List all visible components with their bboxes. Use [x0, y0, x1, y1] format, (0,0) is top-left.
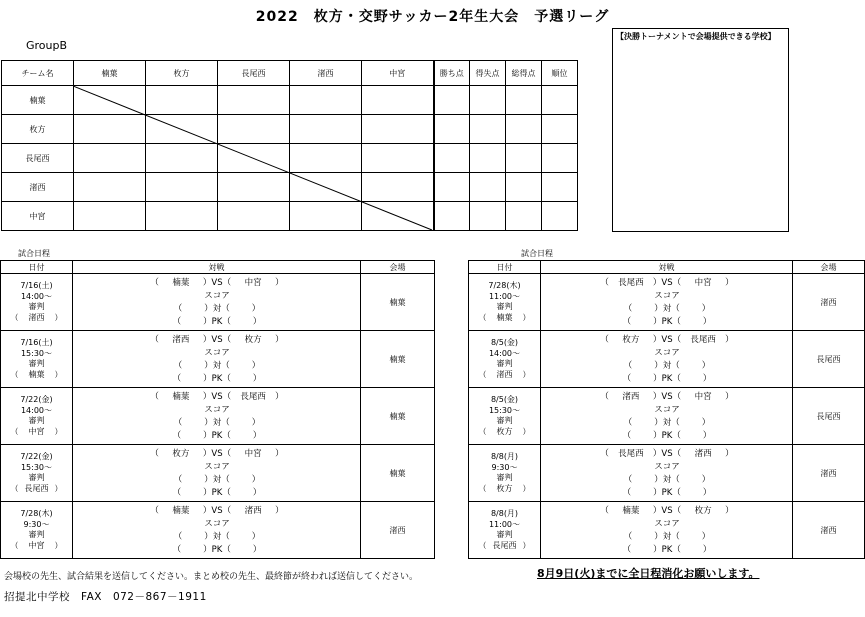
match-time: 15:30～ [488, 405, 521, 415]
league-stat-cell[interactable] [542, 115, 578, 144]
schedule-row [469, 388, 865, 445]
schedule-table-right [468, 260, 865, 559]
league-col-stat: 順位 [542, 61, 578, 86]
match-cell [73, 331, 361, 388]
match-info [469, 274, 541, 331]
referee-team: 渚西 [496, 369, 513, 379]
score-sep: 対 [662, 304, 672, 314]
league-col-stat: 勝ち点 [434, 61, 470, 86]
referee-label: 審判 [28, 359, 45, 368]
pk-sep: PK [661, 317, 673, 327]
match-info [1, 502, 73, 559]
home-team: 渚西 [622, 392, 640, 402]
schedule-row [469, 331, 865, 388]
match-teams: （ 渚西 ）VS（ 中宮 ） [600, 392, 734, 402]
match-cell [541, 502, 793, 559]
match-cell [73, 445, 361, 502]
league-stat-cell[interactable] [434, 115, 470, 144]
pk-line[interactable]: （ ）PK（ ） [622, 545, 712, 555]
referee-team: 枚方 [496, 426, 513, 436]
home-team: 渚西 [172, 335, 190, 345]
home-team: 楠葉 [622, 506, 640, 516]
away-team: 中宮 [244, 278, 262, 288]
schedule-row [469, 502, 865, 559]
match-date: 8/5(金) [490, 338, 519, 347]
referee-team: 枚方 [496, 483, 513, 493]
away-team: 枚方 [694, 506, 712, 516]
home-team: 枚方 [622, 335, 640, 345]
diagonal-line [73, 86, 432, 230]
vs-label: VS [661, 449, 673, 459]
league-stat-cell[interactable] [506, 115, 542, 144]
referee-label: 審判 [496, 359, 513, 368]
match-date: 7/16(土) [20, 281, 53, 290]
score-sep: 対 [212, 361, 222, 371]
vs-label: VS [211, 278, 223, 288]
league-row-team: 中宮 [2, 202, 74, 231]
away-team: 中宮 [694, 278, 712, 288]
score-label: スコア [654, 291, 680, 301]
league-stat-cell[interactable] [470, 115, 506, 144]
score-label: スコア [654, 462, 680, 472]
score-label: スコア [204, 348, 230, 358]
pk-line[interactable]: （ ）PK（ ） [172, 545, 262, 555]
pk-sep: PK [211, 545, 223, 555]
home-team: 楠葉 [172, 278, 190, 288]
pk-sep: PK [661, 431, 673, 441]
home-team: 楠葉 [172, 506, 190, 516]
footer-deadline: 8月9日(火)までに全日程消化お願いします。 [537, 567, 760, 580]
pk-sep: PK [661, 545, 673, 555]
schedule-label-left: 試合日程 [18, 249, 50, 258]
pk-line[interactable]: （ ）PK（ ） [622, 488, 712, 498]
schedule-row [1, 502, 435, 559]
schedule-header-row [469, 261, 865, 274]
league-stat-cell[interactable] [434, 86, 470, 115]
pk-line[interactable]: （ ）PK（ ） [622, 431, 712, 441]
pk-sep: PK [661, 488, 673, 498]
referee-label: 審判 [28, 416, 45, 425]
vs-label: VS [661, 392, 673, 402]
referee-team: 長尾西 [24, 483, 49, 493]
match-venue: 楠葉 [361, 331, 435, 388]
match-date: 7/28(木) [20, 509, 53, 518]
final-tournament-venue-box [612, 28, 789, 232]
score-label: スコア [204, 462, 230, 472]
league-stat-cell[interactable] [506, 144, 542, 173]
match-teams: （ 楠葉 ）VS（ 中宮 ） [150, 278, 284, 288]
match-info [1, 445, 73, 502]
match-teams: （ 枚方 ）VS（ 長尾西 ） [600, 335, 734, 345]
match-date: 7/22(金) [20, 395, 53, 404]
referee: （ 渚西 ） [10, 312, 63, 322]
vs-label: VS [661, 506, 673, 516]
pk-line[interactable]: （ ）PK（ ） [172, 374, 262, 384]
referee: （ 中宮 ） [10, 540, 63, 550]
match-cell [541, 445, 793, 502]
schedule-header-match: 対戦 [73, 261, 361, 274]
vs-label: VS [661, 335, 673, 345]
score-line[interactable]: （ ）対（ ） [623, 361, 711, 371]
vs-label: VS [211, 335, 223, 345]
score-line[interactable]: （ ）対（ ） [173, 475, 261, 485]
pk-sep: PK [211, 317, 223, 327]
match-time: 11:00～ [488, 519, 521, 529]
referee-team: 中宮 [28, 426, 45, 436]
schedule-header-venue: 会場 [793, 261, 865, 274]
league-stat-cell[interactable] [542, 144, 578, 173]
match-date: 8/5(金) [490, 395, 519, 404]
referee: （ 渚西 ） [478, 369, 531, 379]
vs-label: VS [661, 278, 673, 288]
schedule-row [1, 331, 435, 388]
match-cell [73, 274, 361, 331]
referee-label: 審判 [28, 302, 45, 311]
pk-sep: PK [211, 431, 223, 441]
score-label: スコア [204, 291, 230, 301]
vs-label: VS [211, 449, 223, 459]
match-venue: 楠葉 [361, 388, 435, 445]
score-sep: 対 [212, 418, 222, 428]
schedule-header-row [1, 261, 435, 274]
referee-label: 審判 [28, 473, 45, 482]
match-time: 9:30～ [491, 462, 518, 472]
match-teams: （ 枚方 ）VS（ 中宮 ） [150, 449, 284, 459]
pk-sep: PK [661, 374, 673, 384]
away-team: 渚西 [694, 449, 712, 459]
schedule-row [469, 274, 865, 331]
score-line[interactable]: （ ）対（ ） [623, 532, 711, 542]
score-label: スコア [654, 519, 680, 529]
referee: （ 長尾西 ） [10, 483, 63, 493]
match-info [469, 388, 541, 445]
league-stat-cell[interactable] [506, 173, 542, 202]
match-venue: 楠葉 [361, 274, 435, 331]
vs-label: VS [211, 506, 223, 516]
group-label: GroupB [26, 39, 68, 52]
footer-contact: 招提北中学校 FAX 072－867－1911 [4, 591, 207, 603]
schedule-header-venue: 会場 [361, 261, 435, 274]
match-venue: 長尾西 [793, 331, 865, 388]
match-teams: （ 渚西 ）VS（ 枚方 ） [150, 335, 284, 345]
league-row-team: 渚西 [2, 173, 74, 202]
league-stat-cell[interactable] [470, 173, 506, 202]
referee-label: 審判 [496, 530, 513, 539]
league-stat-cell[interactable] [506, 202, 542, 231]
league-stat-cell[interactable] [542, 173, 578, 202]
score-label: スコア [204, 519, 230, 529]
match-teams: （ 長尾西 ）VS（ 中宮 ） [600, 278, 734, 288]
match-teams: （ 楠葉 ）VS（ 長尾西 ） [150, 392, 284, 402]
away-team: 中宮 [244, 449, 262, 459]
match-time: 14:00～ [488, 348, 521, 358]
score-sep: 対 [662, 418, 672, 428]
footer-note: 会場校の先生、試合結果を送信してください。まとめ校の先生、最終節が終われば送信してください。 [4, 572, 419, 582]
league-stat-cell[interactable] [434, 202, 470, 231]
referee-label: 審判 [496, 302, 513, 311]
away-team: 渚西 [244, 506, 262, 516]
home-team: 長尾西 [618, 449, 644, 459]
match-cell [541, 388, 793, 445]
final-box-label: 【決勝トーナメントで会場提供できる学校】 [616, 32, 776, 41]
match-time: 11:00～ [488, 291, 521, 301]
score-line[interactable]: （ ）対（ ） [173, 361, 261, 371]
score-sep: 対 [662, 532, 672, 542]
score-label: スコア [654, 348, 680, 358]
match-venue: 楠葉 [361, 445, 435, 502]
referee: （ 枚方 ） [478, 426, 531, 436]
match-info [1, 388, 73, 445]
referee-team: 楠葉 [28, 369, 45, 379]
match-venue: 渚西 [793, 502, 865, 559]
match-time: 9:30～ [23, 519, 50, 529]
match-venue: 長尾西 [793, 388, 865, 445]
referee: （ 楠葉 ） [478, 312, 531, 322]
match-info [469, 502, 541, 559]
schedule-header-date: 日付 [1, 261, 73, 274]
match-date: 8/8(月) [490, 452, 519, 461]
match-venue: 渚西 [793, 274, 865, 331]
score-sep: 対 [662, 475, 672, 485]
league-stat-cell[interactable] [506, 86, 542, 115]
score-line[interactable]: （ ）対（ ） [623, 418, 711, 428]
league-header-team: チーム名 [2, 61, 74, 86]
league-stat-cell[interactable] [542, 86, 578, 115]
match-time: 15:30～ [20, 348, 53, 358]
match-teams: （ 楠葉 ）VS（ 枚方 ） [600, 506, 734, 516]
away-team: 長尾西 [690, 335, 716, 345]
schedule-header-match: 対戦 [541, 261, 793, 274]
referee: （ 中宮 ） [10, 426, 63, 436]
referee-team: 楠葉 [496, 312, 513, 322]
referee-label: 審判 [28, 530, 45, 539]
league-col-stat: 得失点 [470, 61, 506, 86]
match-time: 14:00～ [20, 291, 53, 301]
pk-line[interactable]: （ ）PK（ ） [172, 431, 262, 441]
score-line[interactable]: （ ）対（ ） [623, 475, 711, 485]
away-team: 中宮 [694, 392, 712, 402]
score-label: スコア [204, 405, 230, 415]
score-line[interactable]: （ ）対（ ） [173, 532, 261, 542]
schedule-row [1, 445, 435, 502]
score-sep: 対 [212, 475, 222, 485]
match-cell [73, 502, 361, 559]
referee-team: 長尾西 [492, 540, 517, 550]
match-cell [541, 331, 793, 388]
match-info [1, 331, 73, 388]
home-team: 楠葉 [172, 392, 190, 402]
score-sep: 対 [212, 304, 222, 314]
match-venue: 渚西 [361, 502, 435, 559]
league-row-team: 枚方 [2, 115, 74, 144]
league-diagonal [73, 86, 433, 231]
league-col-team: 枚方 [146, 61, 218, 86]
referee-label: 審判 [496, 416, 513, 425]
match-date: 7/22(金) [20, 452, 53, 461]
score-line[interactable]: （ ）対（ ） [173, 418, 261, 428]
league-row-team: 楠葉 [2, 86, 74, 115]
referee: （ 長尾西 ） [478, 540, 531, 550]
away-team: 枚方 [244, 335, 262, 345]
league-stat-cell[interactable] [470, 202, 506, 231]
page-title: 2022 枚方・交野サッカー2年生大会 予選リーグ [255, 9, 610, 25]
score-line[interactable]: （ ）対（ ） [173, 304, 261, 314]
home-team: 長尾西 [618, 278, 644, 288]
pk-sep: PK [211, 488, 223, 498]
schedule-header-date: 日付 [469, 261, 541, 274]
referee: （ 楠葉 ） [10, 369, 63, 379]
pk-line[interactable]: （ ）PK（ ） [172, 317, 262, 327]
score-label: スコア [654, 405, 680, 415]
match-time: 15:30～ [20, 462, 53, 472]
league-row-team: 長尾西 [2, 144, 74, 173]
match-info [469, 445, 541, 502]
vs-label: VS [211, 392, 223, 402]
schedule-table-left [0, 260, 435, 559]
match-time: 14:00～ [20, 405, 53, 415]
schedule-row [469, 445, 865, 502]
league-col-team: 中宮 [362, 61, 434, 86]
home-team: 枚方 [172, 449, 190, 459]
pk-sep: PK [211, 374, 223, 384]
referee-team: 渚西 [28, 312, 45, 322]
referee-label: 審判 [496, 473, 513, 482]
away-team: 長尾西 [240, 392, 266, 402]
referee-team: 中宮 [28, 540, 45, 550]
score-line[interactable]: （ ）対（ ） [623, 304, 711, 314]
match-info [469, 331, 541, 388]
score-sep: 対 [662, 361, 672, 371]
league-stat-cell[interactable] [434, 173, 470, 202]
league-header-row [2, 61, 578, 86]
pk-line[interactable]: （ ）PK（ ） [172, 488, 262, 498]
pk-line[interactable]: （ ）PK（ ） [622, 317, 712, 327]
match-cell [73, 388, 361, 445]
match-date: 8/8(月) [490, 509, 519, 518]
match-date: 7/28(木) [488, 281, 521, 290]
league-stat-cell[interactable] [470, 144, 506, 173]
schedule-row [1, 388, 435, 445]
match-teams: （ 長尾西 ）VS（ 渚西 ） [600, 449, 734, 459]
referee: （ 枚方 ） [478, 483, 531, 493]
league-stat-cell[interactable] [542, 202, 578, 231]
schedule-label-right: 試合日程 [521, 249, 553, 258]
league-stat-cell[interactable] [470, 86, 506, 115]
league-stat-cell[interactable] [434, 144, 470, 173]
league-col-stat: 総得点 [506, 61, 542, 86]
schedule-row [1, 274, 435, 331]
match-teams: （ 楠葉 ）VS（ 渚西 ） [150, 506, 284, 516]
league-col-team: 長尾西 [218, 61, 290, 86]
match-venue: 渚西 [793, 445, 865, 502]
league-col-team: 楠葉 [74, 61, 146, 86]
match-date: 7/16(土) [20, 338, 53, 347]
pk-line[interactable]: （ ）PK（ ） [622, 374, 712, 384]
score-sep: 対 [212, 532, 222, 542]
league-col-team: 渚西 [290, 61, 362, 86]
match-info [1, 274, 73, 331]
match-cell [541, 274, 793, 331]
